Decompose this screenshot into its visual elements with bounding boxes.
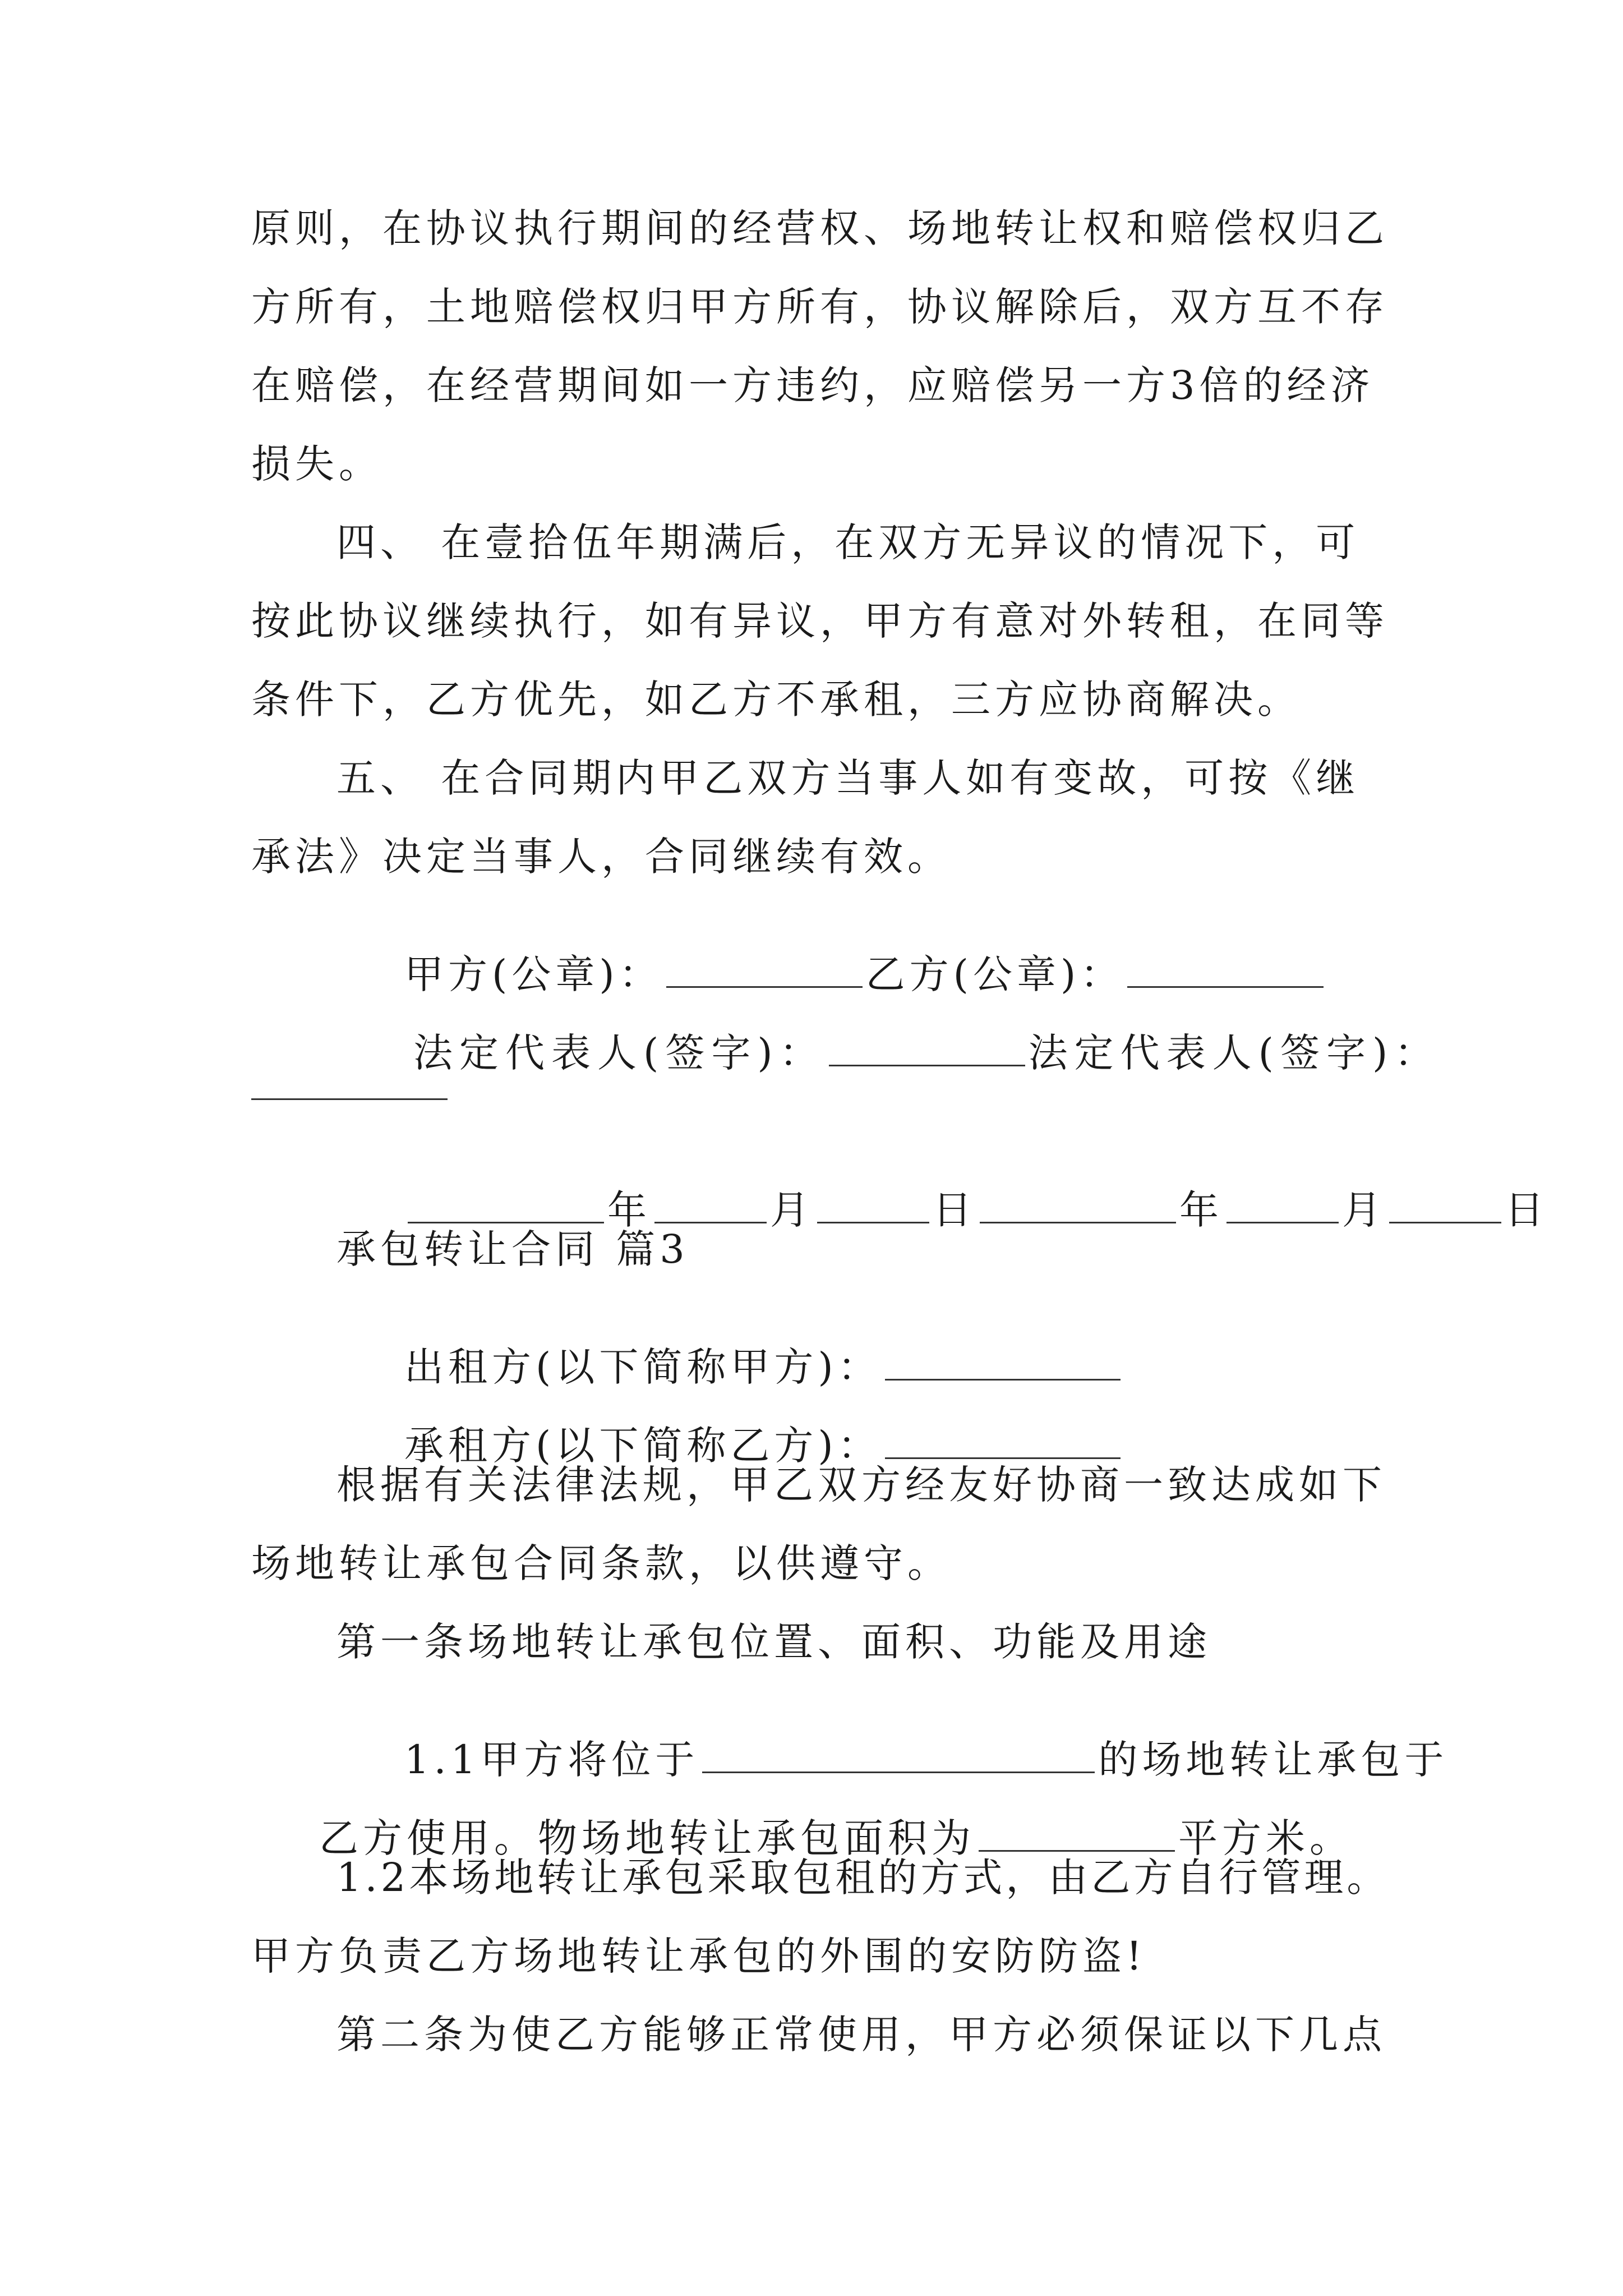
year-blank [408,1222,604,1223]
day-label: 日 [933,1187,977,1233]
paragraph-line: 五、 在合同期内甲乙双方当事人如有变故，可按《继 [336,755,1360,801]
paragraph-line: 方所有，土地赔偿权归甲方所有，协议解除后，双方互不存 [251,284,1389,330]
paragraph-line: 四、 在壹拾伍年期满后，在双方无异议的情况下，可 [336,519,1360,565]
paragraph-line: 场地转让承包合同条款，以供遵守。 [251,1540,951,1586]
section-title: 承包转让合同 篇3 [336,1226,689,1272]
party-b-seal-label: 乙方(公章)： [865,951,1124,997]
party-b-rep-label: 法定代表人(签字)： [1028,1030,1441,1076]
location-blank [702,1772,1095,1773]
paragraph-line: 根据有关法律法规，甲乙双方经友好协商一致达成如下 [336,1462,1386,1508]
paragraph-line: 条件下，乙方优先，如乙方不承租，三方应协商解决。 [251,677,1301,723]
party-a-seal-label: 甲方(公章)： [404,951,663,997]
paragraph-line: 1.2本场地转让承包采取包租的方式，由乙方自行管理。 [336,1855,1390,1901]
clause-1-1-start: 1.1甲方将位于 [404,1737,699,1783]
party-a-rep-label: 法定代表人(签字)： [413,1030,826,1076]
party-b-rep-blank [251,1098,448,1100]
paragraph-line: 损失。 [251,441,382,487]
month-blank-2 [1227,1222,1339,1223]
day-blank [817,1222,929,1223]
party-a-seal-blank [666,986,863,988]
paragraph-line: 按此协议继续执行，如有异议，甲方有意对外转租，在同等 [251,598,1389,644]
lessor-blank [885,1379,1121,1381]
signature-line-representative [336,994,1440,1112]
year-label: 年 [607,1187,652,1233]
lessee-blank [885,1457,1121,1459]
year-label-2: 年 [1179,1187,1224,1233]
month-blank [654,1222,767,1223]
paragraph-line: 甲方负责乙方场地转让承包的外围的安防防盗! [251,1933,1147,1979]
year-blank-2 [980,1222,1176,1223]
day-blank-2 [1389,1222,1501,1223]
party-a-rep-blank [829,1065,1025,1066]
month-label: 月 [770,1187,814,1233]
clause-1-1-middle: 的场地转让承包于 [1098,1737,1449,1783]
lessee-label: 承租方(以下简称乙方)： [404,1423,882,1469]
paragraph-line: 在赔偿，在经营期间如一方违约，应赔偿另一方3倍的经济 [251,362,1375,408]
article-heading: 第一条场地转让承包位置、面积、功能及用途 [336,1619,1211,1665]
day-label-2: 日 [1505,1187,1549,1233]
party-b-seal-blank [1127,986,1324,988]
article-heading: 第二条为使乙方能够正常使用，甲方必须保证以下几点 [336,2012,1386,2058]
month-label-2: 月 [1342,1187,1386,1233]
paragraph-line: 原则，在协议执行期间的经营权、场地转让权和赔偿权归乙 [251,205,1389,251]
paragraph-line: 承法》决定当事人，合同继续有效。 [251,834,951,880]
lessor-label: 出租方(以下简称甲方)： [404,1344,882,1390]
clause-1-1-area: 乙方使用。物场地转让承包面积为 [319,1815,976,1861]
clause-1-1-unit: 平方米。 [1178,1815,1354,1861]
area-blank [979,1850,1175,1852]
